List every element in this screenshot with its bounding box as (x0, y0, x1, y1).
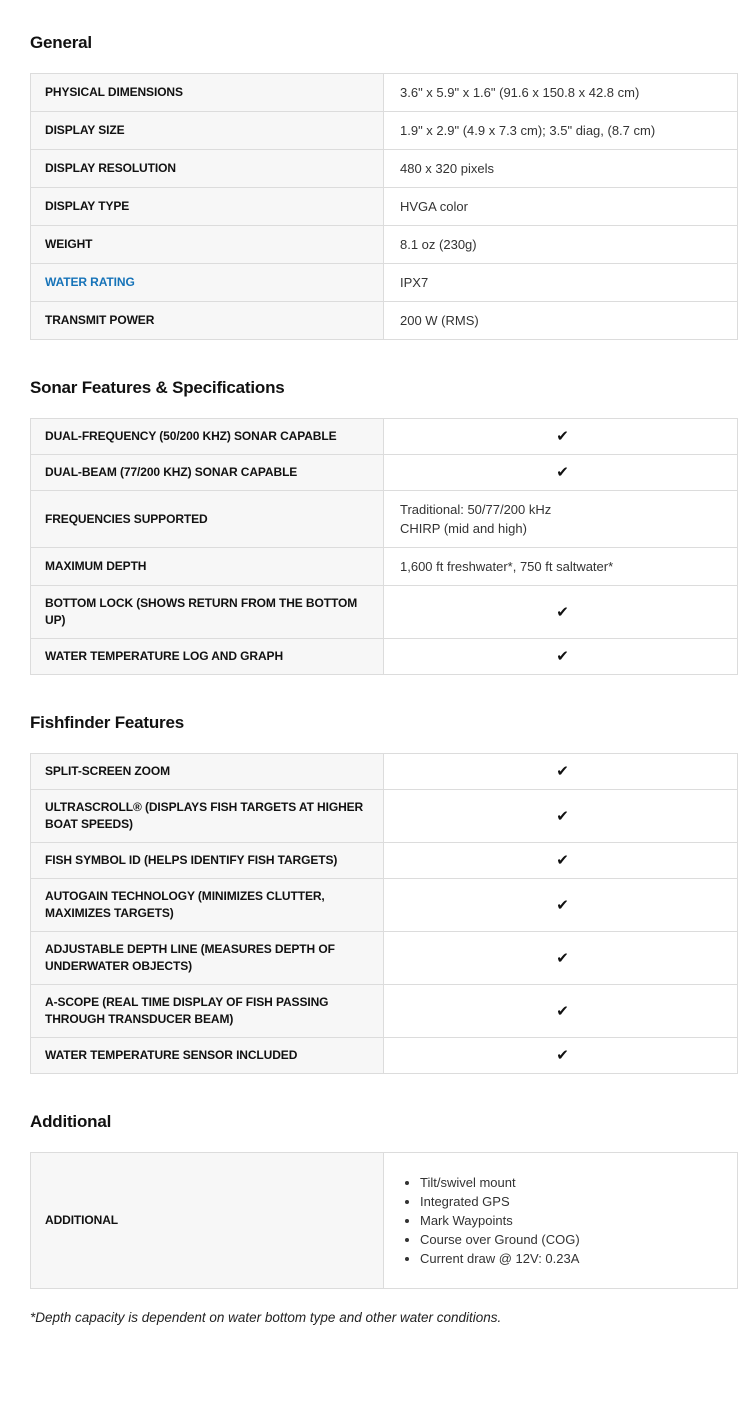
section-title: Fishfinder Features (30, 713, 184, 732)
check-icon: ✔ (556, 603, 569, 621)
spec-table (30, 1152, 738, 1289)
check-icon: ✔ (556, 1002, 569, 1020)
spec-label: MAXIMUM DEPTH (45, 559, 147, 573)
check-icon: ✔ (556, 896, 569, 914)
spec-table (30, 418, 738, 675)
depth-footnote: *Depth capacity is dependent on water bottom type and other water conditions. (30, 1310, 502, 1325)
spec-label-cell (31, 491, 384, 547)
spec-label: ADJUSTABLE DEPTH LINE (MEASURES DEPTH OF UNDERWATER OBJECTS) (45, 942, 335, 973)
spec-label: FREQUENCIES SUPPORTED (45, 511, 208, 526)
section-title: Additional (30, 1112, 112, 1131)
spec-section (30, 33, 738, 340)
spec-label-cell (31, 639, 384, 674)
spec-label-cell (31, 790, 384, 842)
table-row (31, 188, 737, 226)
table-row (31, 1038, 737, 1074)
spec-label-cell (31, 188, 384, 225)
spec-section (30, 378, 738, 675)
table-row (31, 548, 737, 586)
spec-label: DUAL-FREQUENCY (50/200 KHZ) SONAR CAPABLE (45, 429, 337, 443)
check-icon: ✔ (556, 949, 569, 967)
spec-label-cell (31, 1153, 384, 1288)
spec-label-cell (31, 1038, 384, 1073)
check-icon: ✔ (556, 428, 569, 445)
spec-value-cell (384, 455, 737, 490)
table-row (31, 879, 737, 932)
spec-label-cell (31, 754, 384, 789)
spec-label-cell (31, 586, 384, 638)
spec-value: 480 x 320 pixels (400, 161, 494, 176)
spec-value-cell (384, 639, 737, 674)
spec-label-cell (31, 419, 384, 454)
bullet-list (400, 1173, 725, 1268)
spec-value-line: CHIRP (mid and high) (400, 521, 527, 536)
water-rating-link[interactable]: WATER RATING (45, 275, 135, 289)
table-row (31, 150, 737, 188)
table-row (31, 264, 737, 302)
table-row (31, 790, 737, 843)
spec-label: SPLIT-SCREEN ZOOM (45, 764, 170, 778)
spec-value-line: Traditional: 50/77/200 kHz (400, 502, 552, 517)
spec-label-cell (31, 879, 384, 931)
table-row (31, 1153, 737, 1289)
spec-label: DUAL-BEAM (77/200 KHZ) SONAR CAPABLE (45, 465, 298, 479)
spec-value: HVGA color (400, 199, 468, 214)
spec-label-cell (31, 264, 384, 301)
spec-value-cell (384, 188, 737, 225)
spec-value-cell (384, 112, 737, 149)
spec-sections (30, 33, 738, 1289)
spec-label: DISPLAY TYPE (45, 199, 130, 213)
spec-label-cell (31, 548, 384, 585)
spec-label: PHYSICAL DIMENSIONS (45, 85, 183, 99)
spec-label-cell (31, 985, 384, 1037)
spec-value-cell (384, 226, 737, 263)
spec-label-cell (31, 112, 384, 149)
spec-label-cell (31, 932, 384, 984)
spec-label-cell (31, 74, 384, 111)
spec-value: 3.6" x 5.9" x 1.6" (91.6 x 150.8 x 42.8 cm) (400, 85, 640, 100)
spec-label: A-SCOPE (REAL TIME DISPLAY OF FISH PASSING THROUGH TRANSDUCER BEAM) (45, 995, 329, 1026)
table-row (31, 455, 737, 491)
spec-value-cell (384, 932, 737, 984)
spec-table (30, 753, 738, 1074)
spec-label: FISH SYMBOL ID (HELPS IDENTIFY FISH TARGETS) (45, 853, 338, 867)
spec-value: 8.1 oz (230g) (400, 237, 477, 252)
check-icon: ✔ (556, 648, 569, 665)
check-icon: ✔ (556, 464, 569, 481)
spec-value-cell (384, 985, 737, 1037)
table-row (31, 932, 737, 985)
spec-section (30, 1112, 738, 1289)
spec-value-cell (384, 586, 737, 638)
bullet-item: • Course over Ground (COG) (420, 1230, 725, 1249)
spec-value-cell (384, 1038, 737, 1073)
spec-label-cell (31, 843, 384, 878)
bullet-item: • Mark Waypoints (420, 1211, 725, 1230)
spec-value-cell (384, 1153, 737, 1288)
spec-label: WEIGHT (45, 237, 93, 251)
spec-value-cell (384, 754, 737, 789)
table-row (31, 302, 737, 340)
spec-label: TRANSMIT POWER (45, 313, 155, 327)
check-icon: ✔ (556, 763, 569, 780)
spec-label: BOTTOM LOCK (SHOWS RETURN FROM THE BOTTOM UP) (45, 596, 358, 627)
spec-label: ULTRASCROLL® (DISPLAYS FISH TARGETS AT HIGHER BOAT SPEEDS) (45, 800, 364, 831)
spec-value-cell (384, 790, 737, 842)
section-title: General (30, 33, 92, 52)
bullet-item: • Tilt/swivel mount (420, 1173, 725, 1192)
spec-section (30, 713, 738, 1074)
table-row (31, 985, 737, 1038)
spec-value: 1,600 ft freshwater*, 750 ft saltwater* (400, 559, 614, 574)
spec-value-cell (384, 843, 737, 878)
spec-value-cell (384, 548, 737, 585)
spec-value-cell (384, 491, 737, 547)
check-icon: ✔ (556, 1047, 569, 1064)
spec-value: 1.9" x 2.9" (4.9 x 7.3 cm); 3.5" diag, (8.7 cm) (400, 123, 656, 138)
spec-value: IPX7 (400, 275, 429, 290)
check-icon: ✔ (556, 807, 569, 825)
spec-table (30, 73, 738, 340)
table-row (31, 491, 737, 548)
table-row (31, 586, 737, 639)
spec-label: WATER TEMPERATURE SENSOR INCLUDED (45, 1048, 298, 1062)
spec-label-cell (31, 226, 384, 263)
spec-value: 200 W (RMS) (400, 313, 479, 328)
spec-label: DISPLAY SIZE (45, 123, 125, 137)
spec-label: WATER TEMPERATURE LOG AND GRAPH (45, 649, 284, 663)
spec-value-cell (384, 74, 737, 111)
spec-label-cell (31, 150, 384, 187)
check-icon: ✔ (556, 852, 569, 869)
spec-value-cell (384, 150, 737, 187)
spec-value-cell (384, 419, 737, 454)
spec-label: DISPLAY RESOLUTION (45, 161, 176, 175)
bullet-item: • Current draw @ 12V: 0.23A (420, 1249, 725, 1268)
spec-label: AUTOGAIN TECHNOLOGY (MINIMIZES CLUTTER, MAXIMIZES TARGETS) (45, 889, 325, 920)
table-row (31, 112, 737, 150)
table-row (31, 74, 737, 112)
table-row (31, 639, 737, 675)
spec-value-cell (384, 264, 737, 301)
section-title: Sonar Features & Specifications (30, 378, 285, 397)
spec-value-cell (384, 302, 737, 339)
table-row (31, 226, 737, 264)
table-row (31, 419, 737, 455)
table-row (31, 843, 737, 879)
bullet-item: • Integrated GPS (420, 1192, 725, 1211)
spec-label-cell (31, 455, 384, 490)
table-row (31, 754, 737, 790)
spec-label: ADDITIONAL (45, 1213, 118, 1227)
spec-value-cell (384, 879, 737, 931)
spec-label-cell (31, 302, 384, 339)
